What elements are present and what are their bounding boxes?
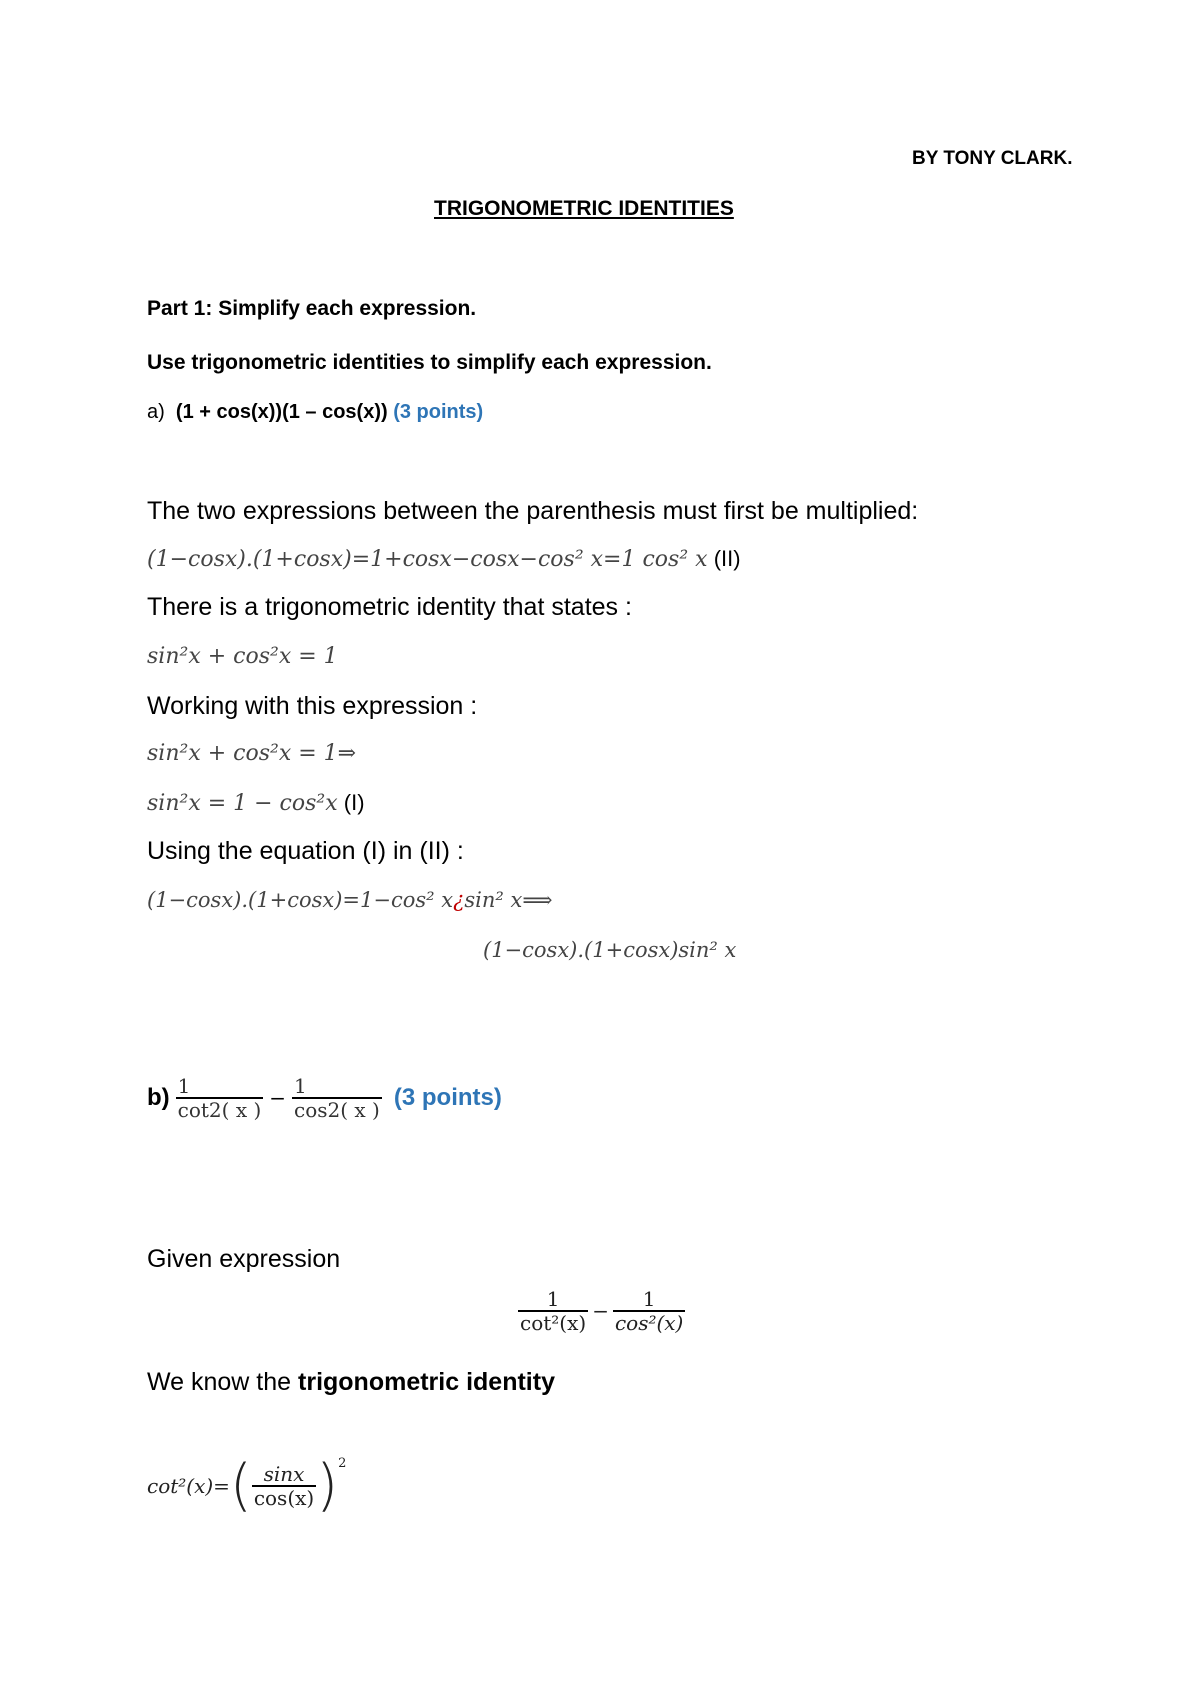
error-mark: ¿ <box>453 888 465 912</box>
part1-instruction: Use trigonometric identities to simplify each expression. <box>147 351 712 374</box>
question-b <box>147 1075 502 1121</box>
solution-a-intro: The two expressions between the parenthesis must first be multiplied: <box>147 497 919 525</box>
given-fraction-2 <box>613 1288 685 1334</box>
working-equation-1: sin²x + cos²x = 1⇒ <box>147 741 357 766</box>
result-equation-1 <box>147 888 552 912</box>
question-b-label: b) <box>147 1084 170 1111</box>
question-b-points: (3 points) <box>393 1084 502 1111</box>
author-line: BY TONY CLARK. <box>912 148 1073 169</box>
cot-identity <box>147 1453 347 1518</box>
question-a <box>147 401 483 424</box>
cot-identity-lhs: cot²(x)= <box>147 1474 230 1498</box>
given-den-2: cos²(x) <box>614 1311 684 1335</box>
cot-identity-num: sinx <box>263 1462 305 1486</box>
know-text <box>147 1368 555 1397</box>
working-equation-2-math: sin²x = 1 − cos²x <box>147 791 338 816</box>
given-den-1: cot²(x) <box>520 1311 587 1335</box>
identity-equation: sin²x + cos²x = 1 <box>147 644 338 669</box>
know-text-plain: We know the <box>147 1368 299 1396</box>
cot-identity-exponent: 2 <box>338 1456 347 1471</box>
question-b-num-1: 1 <box>177 1074 191 1098</box>
equation-ii <box>147 546 741 572</box>
given-num-1: 1 <box>546 1287 560 1311</box>
given-num-2: 1 <box>642 1287 656 1311</box>
question-a-label: a) <box>147 401 165 423</box>
identity-text: There is a trigonometric identity that states : <box>147 593 632 621</box>
question-b-den-1: cot2( x ) <box>177 1098 262 1122</box>
working-equation-2 <box>147 790 365 816</box>
cot-identity-den: cos(x) <box>253 1486 315 1510</box>
question-a-expression: (1 + cos(x))(1 – cos(x)) <box>175 401 388 423</box>
know-text-bold: trigonometric identity <box>298 1368 555 1396</box>
using-text: Using the equation (I) in (II) : <box>147 837 464 865</box>
result-equation-1-right: sin² x⟹ <box>464 888 553 912</box>
equation-ii-math: (1−cosx).(1+cosx)=1+cosx−cosx−cos² x=1 cos² x <box>147 547 708 572</box>
right-paren-icon: ) <box>316 1453 339 1518</box>
result-equation-1-left: (1−cosx).(1+cosx)=1−cos² x <box>147 888 454 912</box>
working-text: Working with this expression : <box>147 692 478 720</box>
question-b-minus: − <box>269 1086 287 1110</box>
question-a-points: (3 points) <box>393 401 484 423</box>
given-fraction-1 <box>518 1288 588 1334</box>
question-b-den-2: cos2( x ) <box>294 1098 380 1122</box>
question-b-fraction-2 <box>292 1075 382 1121</box>
left-paren-icon: ( <box>229 1453 252 1518</box>
question-b-num-2: 1 <box>294 1074 307 1098</box>
cot-identity-fraction <box>252 1463 316 1509</box>
equation-ii-tag: (II) <box>713 546 741 571</box>
question-b-fraction-1 <box>176 1075 264 1121</box>
given-text: Given expression <box>147 1245 341 1273</box>
part1-heading: Part 1: Simplify each expression. <box>147 297 477 320</box>
given-expression <box>518 1288 685 1334</box>
given-minus: − <box>592 1299 609 1323</box>
working-equation-2-tag: (I) <box>343 790 365 815</box>
page-title: TRIGONOMETRIC IDENTITIES <box>434 197 734 220</box>
result-equation-2: (1−cosx).(1+cosx)sin² x <box>483 938 737 962</box>
